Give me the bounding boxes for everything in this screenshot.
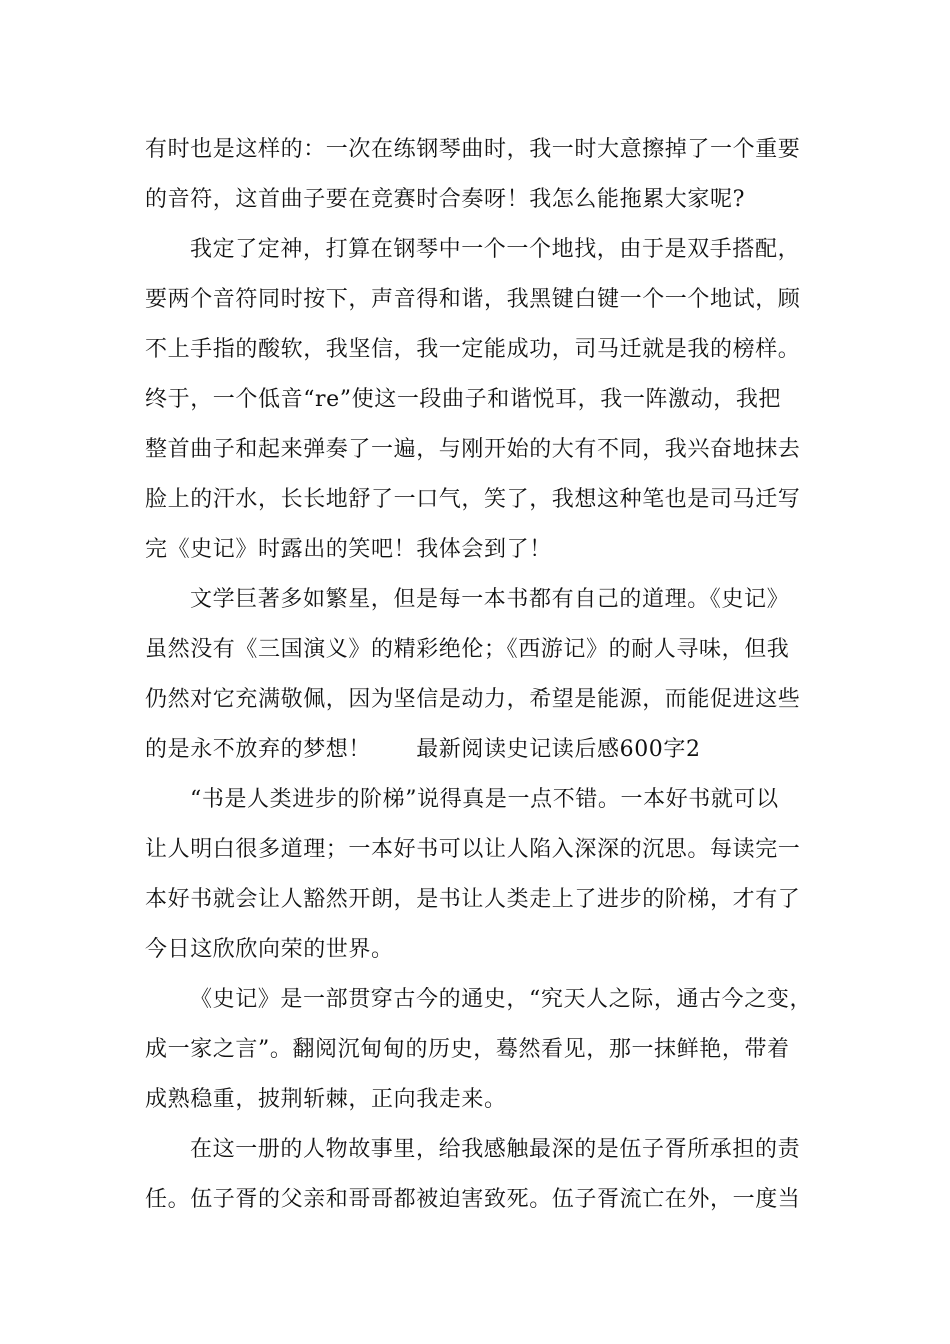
text-line: 让人明白很多道理；一本好书可以让人陷入深深的沉思。每读完一 xyxy=(145,837,801,862)
text-line: 成一家之言”。翻阅沉甸甸的历史，蓦然看见，那一抹鲜艳，带着 xyxy=(145,1037,790,1062)
paragraph-first-line: 文学巨著多如繁星，但是每一本书都有自己的道理。《史记》 xyxy=(190,587,790,612)
text-line: 整首曲子和起来弹奏了一遍，与刚开始的大有不同，我兴奋地抹去 xyxy=(145,437,801,462)
paragraph-first-line: 在这一册的人物故事里，给我感触最深的是伍子胥所承担的责 xyxy=(190,1137,801,1162)
text-line: 本好书就会让人豁然开朗，是书让人类走上了进步的阶梯，才有了 xyxy=(145,887,801,912)
text-line: 有时也是这样的：一次在练钢琴曲时，我一时大意擦掉了一个重要 xyxy=(145,137,801,162)
text-line: 完《史记》时露出的笑吧！我体会到了！ xyxy=(145,537,552,562)
text-line: 终于，一个低音“re”使这一段曲子和谐悦耳，我一阵激动，我把 xyxy=(145,387,782,412)
text-line: 脸上的汗水，长长地舒了一口气，笑了，我想这种笔也是司马迁写 xyxy=(145,487,801,512)
text-line: 的音符，这首曲子要在竞赛时合奏呀！我怎么能拖累大家呢? xyxy=(145,187,745,212)
text-line: 虽然没有《三国演义》的精彩绝伦；《西游记》的耐人寻味，但我 xyxy=(145,637,790,662)
text-line: 任。伍子胥的父亲和哥哥都被迫害致死。伍子胥流亡在外，一度当 xyxy=(145,1187,801,1212)
paragraph-first-line: “书是人类进步的阶梯”说得真是一点不错。一本好书就可以 xyxy=(190,787,779,812)
text-line: 仍然对它充满敬佩，因为坚信是动力，希望是能源，而能促进这些 xyxy=(145,687,801,712)
text-line: 今日这欣欣向荣的世界。 xyxy=(145,937,394,962)
paragraph-first-line: 我定了定神，打算在钢琴中一个一个地找，由于是双手搭配， xyxy=(190,237,801,262)
text-line: 成熟稳重，披荆斩棘，正向我走来。 xyxy=(145,1087,507,1112)
text-line: 的是永不放弃的梦想！ 最新阅读史记读后感600字2 xyxy=(145,737,701,762)
paragraph-first-line: 《史记》是一部贯穿古今的通史，“究天人之际，通古今之变， xyxy=(190,987,813,1012)
text-line: 要两个音符同时按下，声音得和谐，我黑键白键一个一个地试，顾 xyxy=(145,287,801,312)
text-line: 不上手指的酸软，我坚信，我一定能成功，司马迁就是我的榜样。 xyxy=(145,337,801,362)
